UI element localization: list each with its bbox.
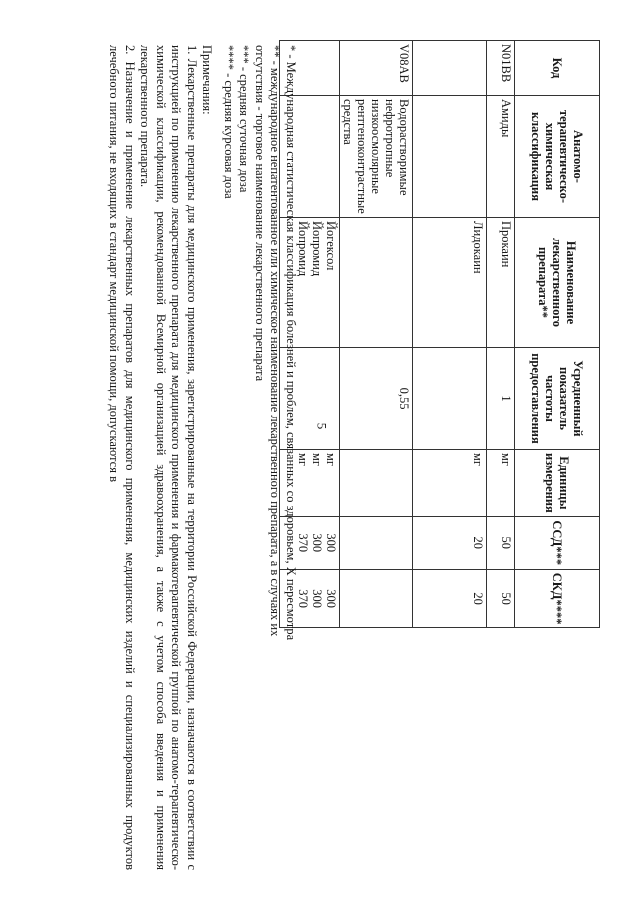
cell-ssd [487,516,515,569]
cell-atc: Водорастворимые нефротропные низкоосмолярные рентгеноконтрастные средства [340,96,413,218]
cell-drug-name [413,218,487,348]
footnote: *** - средняя суточная доза [237,45,252,193]
drug-table [279,40,600,628]
cell-units-line: мг [499,453,513,467]
cell-units [413,450,487,517]
header-atc: Анатомо-терапевтическо-химическая классификация [515,96,600,218]
cell-drug-name-line: Йопромид [310,221,324,277]
cell-ssd-line: 370 [296,533,310,553]
cell-ssd [340,516,413,569]
note-paragraph: 2. Назначение и применение лекарственных препаратов для медицинского применения, медицинских изделий и специализированных продуктов лечебного питания, не входящих в стандарт медицинской помощи, допускаются в [107,45,137,870]
cell-drug-name [340,218,413,348]
cell-skd-line: 300 [310,589,324,608]
cell-skd [413,569,487,628]
cell-units-line: мг [310,453,324,467]
cell-units [340,450,413,517]
cell-ssd-line: 300 [324,533,338,553]
cell-drug-name [487,218,515,348]
cell-ssd-line: 300 [310,533,324,553]
cell-frequency: 0,55 [340,348,413,450]
cell-frequency: 1 [487,348,515,450]
cell-skd-line: 370 [296,589,310,608]
header-units: Единицы измерения [515,450,600,517]
cell-skd [340,569,413,628]
cell-code: V08AB [340,41,413,96]
rotated-page-content [40,40,600,885]
table-row [340,41,413,628]
table-row [413,41,487,628]
cell-ssd [413,516,487,569]
cell-ssd-line: 20 [471,536,485,550]
cell-skd-line: 300 [324,589,338,608]
cell-code: N01BB [487,41,515,96]
footnote: отсутствия - торговое наименование лекарственного препарата [253,45,267,382]
notes-title: Примечания: [200,45,215,115]
header-code: Код [515,41,600,96]
cell-skd [487,569,515,628]
cell-ssd-line: 50 [499,536,513,550]
table-header-row [515,41,600,628]
cell-skd-line: 50 [499,592,513,605]
footnote: ** - международное непатентованное или химическое наименование лекарственного препарата, а в случаях их [268,45,283,637]
cell-drug-name-line: Йопромид [296,221,310,277]
header-drug-name: Наименование лекарственного препарата** [515,218,600,348]
cell-drug-name-line: Йогексол [324,221,338,271]
cell-units-line: мг [471,453,485,467]
cell-atc [413,96,487,218]
footnote: * - Международная статистическая классификация болезней и проблем, связанных со здоровьем, X пересмотра [284,45,298,641]
page-number: 5 [314,422,330,430]
header-skd: СКД**** [515,569,600,628]
cell-code [413,41,487,96]
cell-units-line: мг [296,453,310,467]
cell-units-line: мг [324,453,338,467]
cell-drug-name-line: Прокаин [499,221,513,268]
header-frequency: Усредненный показатель частоты предоставления [515,348,600,450]
cell-drug-name-line: Лидокаин [471,221,485,274]
note-paragraph: 1. Лекарственные препараты для медицинского применения, зарегистрированные на территории Российской Федерации, назначаются в соответствии с инструкцией по применению лекарственного препарата для медицинского применения и фармакотерапевтической группой по анатомо-терапевтическо-химической классификации, рекомендованной Всемирной организацией здравоохранения, а также с учетом способа введения и применения лекарственного препарата. [138,45,199,870]
cell-atc: Амиды [487,96,515,218]
cell-frequency [413,348,487,450]
footnote: **** - средняя курсовая доза [222,45,236,199]
notes-section [106,45,298,870]
cell-skd-line: 20 [471,592,485,605]
cell-units [487,450,515,517]
table-row [487,41,515,628]
table-body [280,41,515,628]
header-ssd: ССД*** [515,516,600,569]
